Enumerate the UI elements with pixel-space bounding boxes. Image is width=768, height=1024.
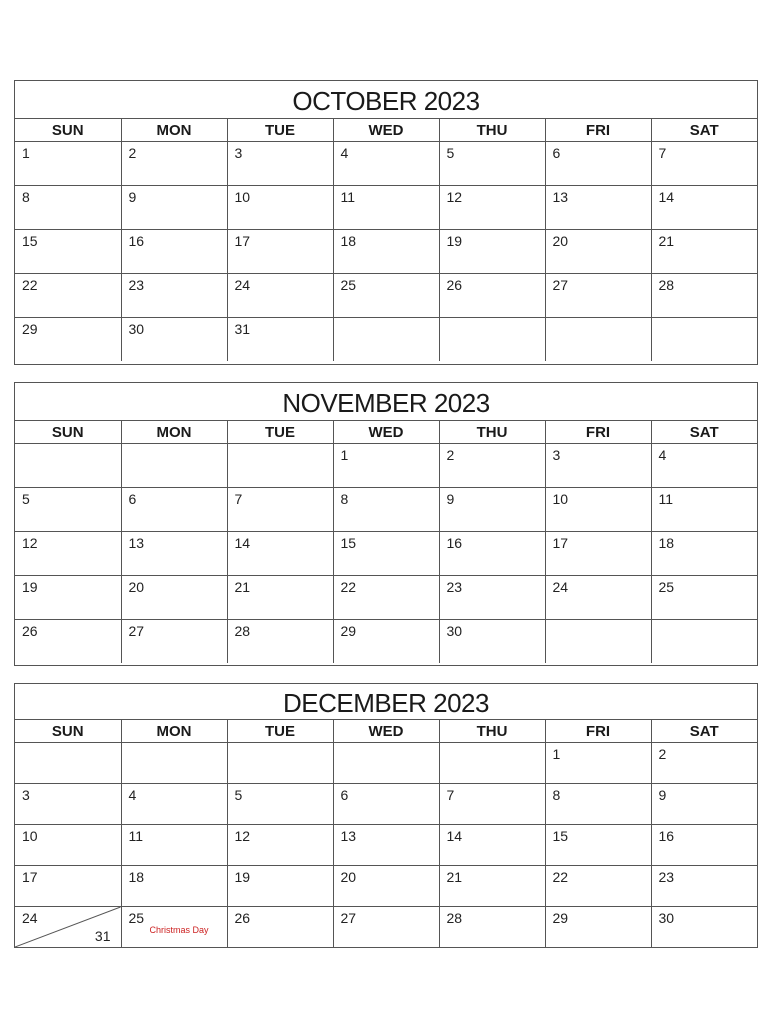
day-cell: [651, 274, 757, 318]
day-number: 10: [22, 828, 38, 844]
day-number: 15: [22, 233, 38, 249]
day-cell: [121, 825, 227, 866]
day-number: 26: [446, 277, 463, 293]
day-number: 25: [340, 277, 357, 293]
day-cell: [227, 186, 333, 230]
day-number: 8: [22, 189, 30, 205]
day-number: 4: [340, 145, 349, 161]
day-number: 26: [234, 910, 251, 926]
day-cell: [227, 230, 333, 274]
day-number: 9: [658, 787, 667, 803]
day-number: 29: [22, 321, 38, 337]
day-cell: [227, 318, 333, 362]
weekday-header-row: [15, 421, 757, 444]
day-number: 13: [552, 189, 569, 205]
day-number: 25: [128, 910, 145, 926]
day-cell: [439, 532, 545, 576]
calendar-grid: [15, 421, 757, 663]
day-number: 2: [128, 145, 137, 161]
day-number: 28: [234, 623, 251, 639]
week-row: [15, 620, 757, 664]
day-cell: [545, 274, 651, 318]
day-cell: [227, 576, 333, 620]
day-cell: [545, 576, 651, 620]
day-cell: [651, 743, 757, 784]
day-cell: [15, 444, 121, 488]
day-number: 30: [446, 623, 463, 639]
day-cell: [333, 825, 439, 866]
day-number: 23: [128, 277, 145, 293]
day-cell: [545, 532, 651, 576]
day-number: 8: [340, 491, 349, 507]
day-number: 24: [22, 910, 38, 926]
day-number: 16: [658, 828, 675, 844]
day-number: 9: [128, 189, 137, 205]
day-cell: [439, 907, 545, 948]
day-cell: [333, 230, 439, 274]
day-cell: [439, 866, 545, 907]
day-cell: [121, 488, 227, 532]
day-cell: [545, 784, 651, 825]
week-row: [15, 866, 757, 907]
day-number: 14: [446, 828, 463, 844]
day-cell: [333, 142, 439, 186]
day-cell: [545, 907, 651, 948]
day-number: 7: [658, 145, 667, 161]
day-number: 15: [340, 535, 357, 551]
day-number: 31: [234, 321, 251, 337]
week-row: [15, 142, 757, 186]
day-number: 30: [128, 321, 145, 337]
day-number: 6: [340, 787, 349, 803]
day-number: 22: [552, 869, 569, 885]
day-number: 19: [446, 233, 463, 249]
month-title: NOVEMBER 2023: [15, 383, 757, 421]
weekday-wed: WED: [333, 119, 439, 142]
day-number: 22: [340, 579, 357, 595]
day-cell: [227, 866, 333, 907]
week-row: [15, 186, 757, 230]
day-cell: [15, 866, 121, 907]
day-cell: [439, 230, 545, 274]
day-cell: [15, 186, 121, 230]
day-cell: [227, 825, 333, 866]
day-number: 18: [340, 233, 357, 249]
day-number: 7: [234, 491, 243, 507]
day-cell: [227, 743, 333, 784]
weekday-fri: FRI: [545, 421, 651, 444]
day-cell: [15, 620, 121, 664]
day-cell: [439, 576, 545, 620]
day-cell: [651, 488, 757, 532]
day-cell: [651, 318, 757, 362]
day-number: 20: [552, 233, 569, 249]
day-number: 2: [658, 746, 667, 762]
day-number: 3: [552, 447, 561, 463]
day-cell: [545, 186, 651, 230]
day-cell: [121, 142, 227, 186]
day-cell: [121, 743, 227, 784]
day-cell: [333, 620, 439, 664]
day-number: 23: [658, 869, 675, 885]
day-cell: [545, 866, 651, 907]
day-cell: [227, 274, 333, 318]
day-cell: [439, 743, 545, 784]
day-number: 29: [340, 623, 357, 639]
day-cell: [651, 532, 757, 576]
day-number: 11: [128, 828, 144, 844]
day-number: 27: [128, 623, 145, 639]
day-cell: [15, 230, 121, 274]
day-number: 10: [552, 491, 569, 507]
weekday-sun: SUN: [15, 119, 121, 142]
day-cell: [439, 444, 545, 488]
weekday-sun: SUN: [15, 421, 121, 444]
day-cell: [439, 488, 545, 532]
day-number: 30: [658, 910, 675, 926]
day-cell: [121, 576, 227, 620]
weekday-fri: FRI: [545, 720, 651, 743]
day-number: 12: [446, 189, 463, 205]
weekday-sat: SAT: [651, 421, 757, 444]
weekday-fri: FRI: [545, 119, 651, 142]
week-row: [15, 274, 757, 318]
day-cell: [121, 532, 227, 576]
day-cell: [15, 318, 121, 362]
day-cell: [121, 866, 227, 907]
weekday-wed: WED: [333, 421, 439, 444]
day-number: 21: [234, 579, 251, 595]
day-number: 11: [658, 491, 674, 507]
day-cell: [545, 743, 651, 784]
day-cell: [651, 866, 757, 907]
weekday-sun: SUN: [15, 720, 121, 743]
day-number: 20: [128, 579, 145, 595]
day-number: 23: [446, 579, 463, 595]
day-number: 12: [22, 535, 38, 551]
day-number: 24: [552, 579, 569, 595]
month-title: DECEMBER 2023: [15, 684, 757, 720]
weekday-wed: WED: [333, 720, 439, 743]
week-row: [15, 907, 757, 948]
day-number: 11: [340, 189, 356, 205]
day-cell: [439, 825, 545, 866]
week-row: [15, 318, 757, 362]
day-cell: [227, 444, 333, 488]
weekday-thu: THU: [439, 421, 545, 444]
day-cell: [651, 620, 757, 664]
month-title: OCTOBER 2023: [15, 81, 757, 119]
day-cell: [121, 230, 227, 274]
day-number: 13: [128, 535, 145, 551]
day-number: 27: [552, 277, 569, 293]
day-number: 17: [552, 535, 569, 551]
day-cell: [227, 620, 333, 664]
day-number: 13: [340, 828, 357, 844]
day-cell: [121, 620, 227, 664]
day-number: 16: [128, 233, 145, 249]
week-row: [15, 825, 757, 866]
day-cell: [333, 488, 439, 532]
month-november: [14, 382, 758, 666]
week-row: [15, 444, 757, 488]
weekday-tue: TUE: [227, 119, 333, 142]
calendar-grid: [15, 720, 757, 947]
day-cell: [227, 488, 333, 532]
day-cell: [15, 784, 121, 825]
weekday-header-row: [15, 119, 757, 142]
day-cell: [227, 784, 333, 825]
weekday-thu: THU: [439, 119, 545, 142]
day-cell: [15, 142, 121, 186]
day-number: 6: [128, 491, 137, 507]
day-number: 26: [22, 623, 38, 639]
day-number: 15: [552, 828, 569, 844]
day-cell-split: [15, 907, 121, 948]
day-number: 7: [446, 787, 455, 803]
day-number: 24: [234, 277, 251, 293]
day-cell: [651, 907, 757, 948]
day-number: 14: [658, 189, 675, 205]
day-cell: [15, 274, 121, 318]
day-number: 14: [234, 535, 251, 551]
day-number: 4: [128, 787, 137, 803]
day-number: 9: [446, 491, 455, 507]
day-number: 3: [22, 787, 30, 803]
day-number: 28: [658, 277, 675, 293]
day-number: 16: [446, 535, 463, 551]
day-number: 1: [340, 447, 349, 463]
day-cell: [333, 444, 439, 488]
day-cell: [651, 784, 757, 825]
day-cell: [439, 784, 545, 825]
day-cell: [651, 825, 757, 866]
week-row: [15, 743, 757, 784]
day-number: 19: [234, 869, 251, 885]
day-cell: [333, 784, 439, 825]
weekday-sat: SAT: [651, 720, 757, 743]
day-cell: [227, 907, 333, 948]
day-number: 17: [234, 233, 251, 249]
day-cell: [227, 532, 333, 576]
day-cell: [545, 620, 651, 664]
day-number-split: 31: [94, 928, 111, 944]
weekday-mon: MON: [121, 720, 227, 743]
day-number: 3: [234, 145, 243, 161]
day-cell: [439, 186, 545, 230]
day-cell: [15, 532, 121, 576]
day-number: 21: [658, 233, 675, 249]
day-cell: [15, 488, 121, 532]
weekday-thu: THU: [439, 720, 545, 743]
day-number: 22: [22, 277, 38, 293]
month-october: [14, 80, 758, 365]
weekday-mon: MON: [121, 119, 227, 142]
week-row: [15, 230, 757, 274]
weekday-tue: TUE: [227, 421, 333, 444]
day-number: 18: [658, 535, 675, 551]
day-cell: [439, 620, 545, 664]
weekday-tue: TUE: [227, 720, 333, 743]
day-cell: [15, 743, 121, 784]
day-number: 21: [446, 869, 463, 885]
day-cell: [333, 186, 439, 230]
day-cell: [333, 907, 439, 948]
day-cell: [333, 866, 439, 907]
day-cell: [545, 318, 651, 362]
day-cell: [545, 825, 651, 866]
day-cell: [15, 825, 121, 866]
calendar-grid: [15, 119, 757, 361]
day-cell: [333, 743, 439, 784]
day-cell: [227, 142, 333, 186]
week-row: [15, 576, 757, 620]
week-row: [15, 488, 757, 532]
day-cell: [439, 274, 545, 318]
weekday-sat: SAT: [651, 119, 757, 142]
day-number: 8: [552, 787, 561, 803]
day-number: 1: [552, 746, 561, 762]
day-cell-holiday: [121, 907, 227, 948]
day-cell: [333, 576, 439, 620]
day-cell: [545, 230, 651, 274]
day-number: 17: [22, 869, 38, 885]
day-cell: [121, 274, 227, 318]
day-cell: [121, 784, 227, 825]
week-row: [15, 784, 757, 825]
day-cell: [121, 444, 227, 488]
day-number: 27: [340, 910, 357, 926]
day-cell: [15, 576, 121, 620]
month-december: [14, 683, 758, 948]
day-number: 10: [234, 189, 251, 205]
day-number: 18: [128, 869, 145, 885]
day-number: 19: [22, 579, 38, 595]
day-cell: [651, 186, 757, 230]
day-cell: [333, 532, 439, 576]
day-number: 12: [234, 828, 251, 844]
day-cell: [439, 318, 545, 362]
day-cell: [121, 318, 227, 362]
day-cell: [651, 576, 757, 620]
day-number: 5: [446, 145, 455, 161]
day-cell: [439, 142, 545, 186]
day-number: 5: [22, 491, 30, 507]
week-row: [15, 532, 757, 576]
day-cell: [545, 142, 651, 186]
day-number: 28: [446, 910, 463, 926]
day-cell: [545, 488, 651, 532]
day-number: 20: [340, 869, 357, 885]
holiday-label: Christmas Day: [149, 925, 209, 935]
day-number: 1: [22, 145, 30, 161]
weekday-header-row: [15, 720, 757, 743]
weekday-mon: MON: [121, 421, 227, 444]
day-number: 2: [446, 447, 455, 463]
day-cell: [333, 274, 439, 318]
day-number: 4: [658, 447, 667, 463]
day-number: 29: [552, 910, 569, 926]
day-cell: [545, 444, 651, 488]
day-cell: [651, 142, 757, 186]
day-cell: [121, 186, 227, 230]
day-number: 5: [234, 787, 243, 803]
day-cell: [651, 444, 757, 488]
day-number: 25: [658, 579, 675, 595]
day-number: 6: [552, 145, 561, 161]
day-cell: [333, 318, 439, 362]
day-cell: [651, 230, 757, 274]
